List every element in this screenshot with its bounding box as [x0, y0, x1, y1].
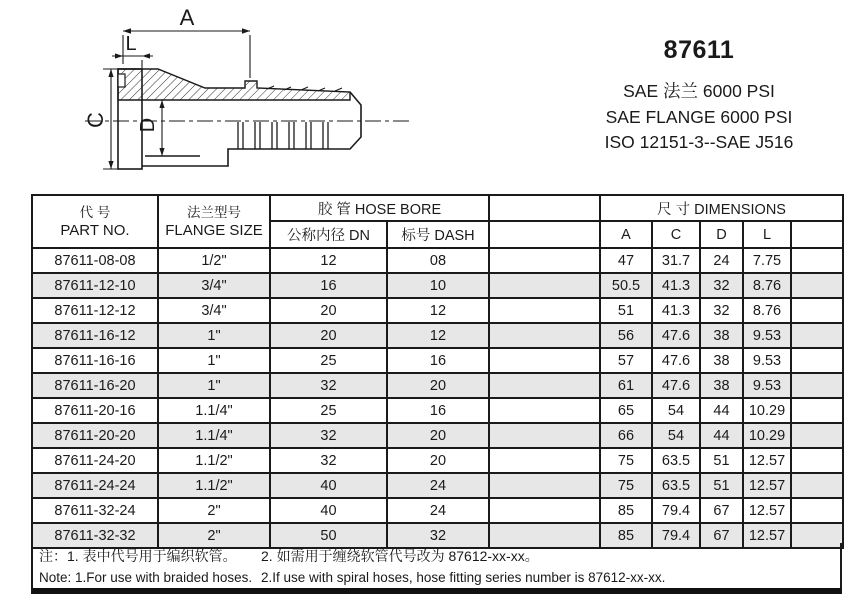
section-hatch-region	[118, 69, 350, 100]
table-row	[32, 398, 843, 423]
flange-size-cell: 1"	[158, 323, 270, 348]
dash-cell: 32	[387, 523, 489, 548]
dn-cell: 50	[270, 523, 387, 548]
note-en-1: Note: 1.For use with braided hoses.	[39, 570, 253, 585]
flange-size-cell: 1.1/2"	[158, 448, 270, 473]
dash-cell: 16	[387, 348, 489, 373]
end-cell	[791, 248, 843, 273]
header-spacer-bottom	[489, 221, 600, 248]
dn-cell: 32	[270, 448, 387, 473]
flange-groove	[118, 74, 125, 87]
product-code: 87611	[663, 36, 735, 64]
header-part-no	[32, 195, 158, 248]
flange-size-cell: 3/4"	[158, 273, 270, 298]
l-cell: 8.76	[743, 273, 791, 298]
dash-cell: 12	[387, 323, 489, 348]
l-cell: 10.29	[743, 423, 791, 448]
subtitle-cn: SAE 法兰 6000 PSI	[623, 81, 775, 101]
dim-label-l: L	[125, 33, 137, 55]
header-dash: 标号 DASH	[387, 221, 489, 248]
table-row	[32, 298, 843, 323]
subtitle-en: SAE FLANGE 6000 PSI	[605, 106, 793, 127]
header-part-no-cn: 代 号	[79, 204, 111, 220]
table-row	[32, 373, 843, 398]
table-row	[32, 348, 843, 373]
end-cell	[791, 273, 843, 298]
end-cell	[791, 323, 843, 348]
d-cell: 38	[700, 323, 743, 348]
part-no-cell: 87611-08-08	[32, 248, 158, 273]
dim-label-c: C	[83, 112, 108, 128]
header-dimensions-group: 尺 寸 DIMENSIONS	[600, 195, 843, 221]
c-cell: 41.3	[652, 273, 700, 298]
c-cell: 63.5	[652, 448, 700, 473]
l-cell: 12.57	[743, 523, 791, 548]
d-cell: 67	[700, 498, 743, 523]
a-cell: 75	[600, 448, 652, 473]
header-col-end	[791, 221, 843, 248]
c-cell: 79.4	[652, 498, 700, 523]
flange-size-cell: 1"	[158, 348, 270, 373]
c-cell: 79.4	[652, 523, 700, 548]
flange-size-cell: 1/2"	[158, 248, 270, 273]
dimension-l	[112, 53, 153, 68]
c-cell: 54	[652, 398, 700, 423]
dash-cell: 16	[387, 398, 489, 423]
spacer-cell	[489, 448, 600, 473]
dimension-d	[159, 100, 164, 156]
note-line-cn	[39, 546, 840, 567]
part-no-cell: 87611-16-12	[32, 323, 158, 348]
spacer-cell	[489, 373, 600, 398]
l-cell: 9.53	[743, 348, 791, 373]
d-cell: 44	[700, 423, 743, 448]
end-cell	[791, 448, 843, 473]
a-cell: 50.5	[600, 273, 652, 298]
spec-table	[31, 194, 844, 549]
dn-cell: 20	[270, 323, 387, 348]
a-cell: 47	[600, 248, 652, 273]
flange-size-cell: 1"	[158, 373, 270, 398]
l-cell: 12.57	[743, 498, 791, 523]
note-line-en	[39, 567, 840, 588]
part-no-cell: 87611-12-12	[32, 298, 158, 323]
d-cell: 38	[700, 348, 743, 373]
subtitle-iso: ISO 12151-3--SAE J516	[604, 132, 794, 152]
header-hose-bore-group: 胶 管 HOSE BORE	[270, 195, 489, 221]
table-body	[32, 248, 843, 548]
dash-cell: 20	[387, 423, 489, 448]
technical-drawing	[55, 4, 445, 196]
flange-size-cell: 2"	[158, 523, 270, 548]
dash-cell: 08	[387, 248, 489, 273]
spacer-cell	[489, 423, 600, 448]
d-cell: 44	[700, 398, 743, 423]
header-col-c: C	[652, 221, 700, 248]
part-no-cell: 87611-32-24	[32, 498, 158, 523]
part-no-cell: 87611-20-20	[32, 423, 158, 448]
flange-size-cell: 1.1/2"	[158, 473, 270, 498]
note-cn-2: 2. 如需用于缠绕软管代号改为 87612-xx-xx。	[261, 548, 539, 564]
d-cell: 51	[700, 448, 743, 473]
end-cell	[791, 298, 843, 323]
c-cell: 63.5	[652, 473, 700, 498]
d-cell: 24	[700, 248, 743, 273]
header-flange-size	[158, 195, 270, 248]
dash-cell: 20	[387, 373, 489, 398]
dn-cell: 12	[270, 248, 387, 273]
dim-label-d: D	[137, 117, 159, 133]
title-block	[540, 36, 858, 156]
flange-size-cell: 2"	[158, 498, 270, 523]
d-cell: 38	[700, 373, 743, 398]
dn-cell: 25	[270, 398, 387, 423]
part-no-cell: 87611-24-20	[32, 448, 158, 473]
dash-cell: 20	[387, 448, 489, 473]
d-cell: 51	[700, 473, 743, 498]
spacer-cell	[489, 348, 600, 373]
note-en-2: 2.If use with spiral hoses, hose fitting series number is 87612-xx-xx.	[261, 570, 666, 585]
header-col-l: L	[743, 221, 791, 248]
dn-cell: 25	[270, 348, 387, 373]
l-cell: 12.57	[743, 473, 791, 498]
spacer-cell	[489, 473, 600, 498]
spacer-cell	[489, 498, 600, 523]
spacer-cell	[489, 398, 600, 423]
flange-size-cell: 1.1/4"	[158, 398, 270, 423]
spacer-cell	[489, 323, 600, 348]
part-no-cell: 87611-12-10	[32, 273, 158, 298]
dn-cell: 40	[270, 473, 387, 498]
part-no-cell: 87611-20-16	[32, 398, 158, 423]
table-row	[32, 448, 843, 473]
table-row	[32, 423, 843, 448]
end-cell	[791, 398, 843, 423]
a-cell: 56	[600, 323, 652, 348]
spacer-cell	[489, 298, 600, 323]
end-cell	[791, 373, 843, 398]
dim-label-a: A	[179, 5, 195, 30]
barb-grooves	[238, 122, 328, 149]
flange-size-cell: 3/4"	[158, 298, 270, 323]
d-cell: 32	[700, 273, 743, 298]
table-row	[32, 273, 843, 298]
dn-cell: 32	[270, 373, 387, 398]
header-col-d: D	[700, 221, 743, 248]
a-cell: 75	[600, 473, 652, 498]
dash-cell: 24	[387, 498, 489, 523]
part-no-cell: 87611-32-32	[32, 523, 158, 548]
a-cell: 85	[600, 498, 652, 523]
header-part-no-en: PART NO.	[60, 221, 130, 239]
header-flange-size-en: FLANGE SIZE	[165, 221, 263, 239]
a-cell: 57	[600, 348, 652, 373]
l-cell: 9.53	[743, 373, 791, 398]
c-cell: 54	[652, 423, 700, 448]
c-cell: 47.6	[652, 373, 700, 398]
header-spacer-top	[489, 195, 600, 221]
part-no-cell: 87611-24-24	[32, 473, 158, 498]
notes-box	[31, 543, 842, 594]
l-cell: 9.53	[743, 323, 791, 348]
l-cell: 8.76	[743, 298, 791, 323]
c-cell: 47.6	[652, 348, 700, 373]
end-cell	[791, 423, 843, 448]
a-cell: 65	[600, 398, 652, 423]
a-cell: 85	[600, 523, 652, 548]
spacer-cell	[489, 248, 600, 273]
l-cell: 10.29	[743, 398, 791, 423]
d-cell: 67	[700, 523, 743, 548]
spacer-cell	[489, 273, 600, 298]
end-cell	[791, 348, 843, 373]
dash-cell: 24	[387, 473, 489, 498]
c-cell: 47.6	[652, 323, 700, 348]
dash-cell: 10	[387, 273, 489, 298]
table-row	[32, 323, 843, 348]
flange-size-cell: 1.1/4"	[158, 423, 270, 448]
a-cell: 51	[600, 298, 652, 323]
header-dn: 公称内径 DN	[270, 221, 387, 248]
part-no-cell: 87611-16-16	[32, 348, 158, 373]
header-col-a: A	[600, 221, 652, 248]
dn-cell: 16	[270, 273, 387, 298]
a-cell: 66	[600, 423, 652, 448]
a-cell: 61	[600, 373, 652, 398]
c-cell: 41.3	[652, 298, 700, 323]
note-cn-1: 注：1. 表中代号用于编织软管。	[39, 548, 237, 564]
table-row	[32, 473, 843, 498]
end-cell	[791, 498, 843, 523]
dash-cell: 12	[387, 298, 489, 323]
dn-cell: 20	[270, 298, 387, 323]
end-cell	[791, 473, 843, 498]
table-row	[32, 248, 843, 273]
dn-cell: 40	[270, 498, 387, 523]
d-cell: 32	[700, 298, 743, 323]
header-flange-size-cn: 法兰型号	[187, 204, 241, 220]
table-row	[32, 498, 843, 523]
part-no-cell: 87611-16-20	[32, 373, 158, 398]
c-cell: 31.7	[652, 248, 700, 273]
dn-cell: 32	[270, 423, 387, 448]
l-cell: 7.75	[743, 248, 791, 273]
l-cell: 12.57	[743, 448, 791, 473]
